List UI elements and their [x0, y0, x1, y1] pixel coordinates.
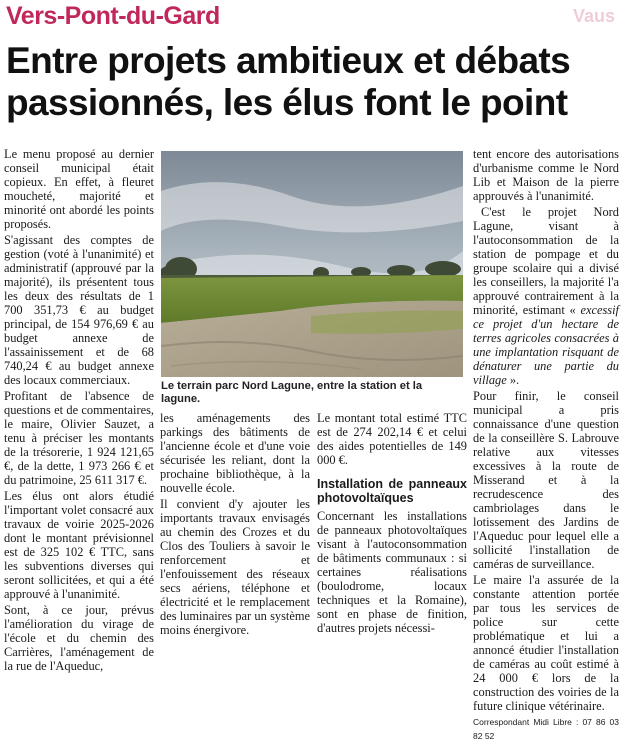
paragraph: Concernant les installations de panneaux photovoltaïques visant à l'autoconsommation de bâtiments communaux : si certaines réalisations (boulodrome, locaux techniques et la Romaine), sont en phase de finition, d'autres projets nécessi-	[317, 509, 467, 635]
paragraph: Sont, à ce jour, prévus l'amélioration du virage de l'école et du chemin des Carrières, l'aménagement de la rue de l'Aqueduc,	[4, 603, 154, 673]
paragraph: Les élus ont alors étudié l'important volet consacré aux travaux de voirie 2025-2026 dont le montant prévisionnel est de 325 102 € TTC, sans les subventions diverses qui seront sollicitées, et qui a été approuvé à l'unanimité.	[4, 489, 154, 601]
paragraph: les aménagements des parkings des bâtiments de l'ancienne école et d'une voie sécurisée les reliant, dont la prochaine bibliothèque, à la nouvelle école.	[160, 411, 310, 495]
paragraph	[473, 205, 619, 387]
paragraph: Le maire l'a assurée de la constante attention portée par tous les services de police sur cette problématique et lui a annoncé étudier l'installation de caméras au coût estimé à 24 000 € lors de la construction des voiries de la future clinique vétérinaire.	[473, 573, 619, 713]
article-column-2	[160, 411, 310, 639]
field-photo-illustration	[161, 151, 463, 377]
section-subheading: Installation de panneaux photovoltaïques	[317, 477, 467, 505]
correspondent-credit: Correspondant Midi Libre : 07 86 03 82 52	[473, 717, 619, 741]
paragraph-text: C'est le projet Nord Lagune, visant à l'autoconsommation de la station de pompage et du groupe scolaire qui a divisé les conseillers, la majorité l'a approuvé contrairement à la minorité, estimant «	[473, 205, 619, 317]
article-photo	[161, 151, 463, 377]
paragraph: tent encore des autorisations d'urbanisme comme le Nord Lib et Maison de la pierre approuvés à l'unanimité.	[473, 147, 619, 203]
paragraph: Il convient d'y ajouter les importants travaux envisagés au chemin des Crozes et du Clos des Touliers à savoir le renforcement et l'enfouissement des réseaux secs aériens, téléphone et électricité et le remplacement des luminaires par un système moins énergivore.	[160, 497, 310, 637]
article-headline: Entre projets ambitieux et débats passionnés, les élus font le point	[6, 40, 571, 123]
section-kicker: Vers-Pont-du-Gard	[6, 2, 220, 30]
paragraph: Le menu proposé au dernier conseil municipal était copieux. En effet, à fleuret moucheté, majorité et minorité ont abordé les points proposés.	[4, 147, 154, 231]
photo-caption: Le terrain parc Nord Lagune, entre la station et la lagune.	[161, 380, 423, 405]
paragraph: Profitant de l'absence de questions et de commentaires, le maire, Olivier Sauzet, a tenu à préciser les montants de la trésorerie, 1 924 121,65 €, de la dette, 1 973 266 € et du patrimoine, 25 611 317 €.	[4, 389, 154, 487]
article-column-1	[4, 147, 154, 675]
quote-text: excessif ce projet d'un hectare de terres agricoles consacrées à une implantation risquant de dénaturer une partie du village	[473, 303, 619, 387]
article-column-4	[473, 147, 619, 745]
paragraph-text: ».	[506, 373, 520, 387]
paragraph: S'agissant des comptes de gestion (voté à l'unanimité) et administratif (approuvé par la majorité), ils présentent tous les deux des résultats de 1 700 351,73 € au budget principal, de 154 976,69 € au budget annexe de l'assainissement et de 68 740,24 € au budget annexe des locaux commerciaux.	[4, 233, 154, 387]
paragraph: Pour finir, le conseil municipal a pris connaissance d'une question de la conseillère S. Labrouve relative aux vitesses excessives à la route de Misserand et à la recrudescence des cambriolages dans le lotissement des Jardins de l'Aqueduc pour lequel elle a sollicité l'installation de caméras de surveillance.	[473, 389, 619, 571]
paragraph: Le montant total estimé TTC est de 274 202,14 € et celui des aides potentielles de 149 000 €.	[317, 411, 467, 467]
bleed-through-text: Vaus	[572, 6, 615, 26]
article-column-3	[317, 411, 467, 637]
